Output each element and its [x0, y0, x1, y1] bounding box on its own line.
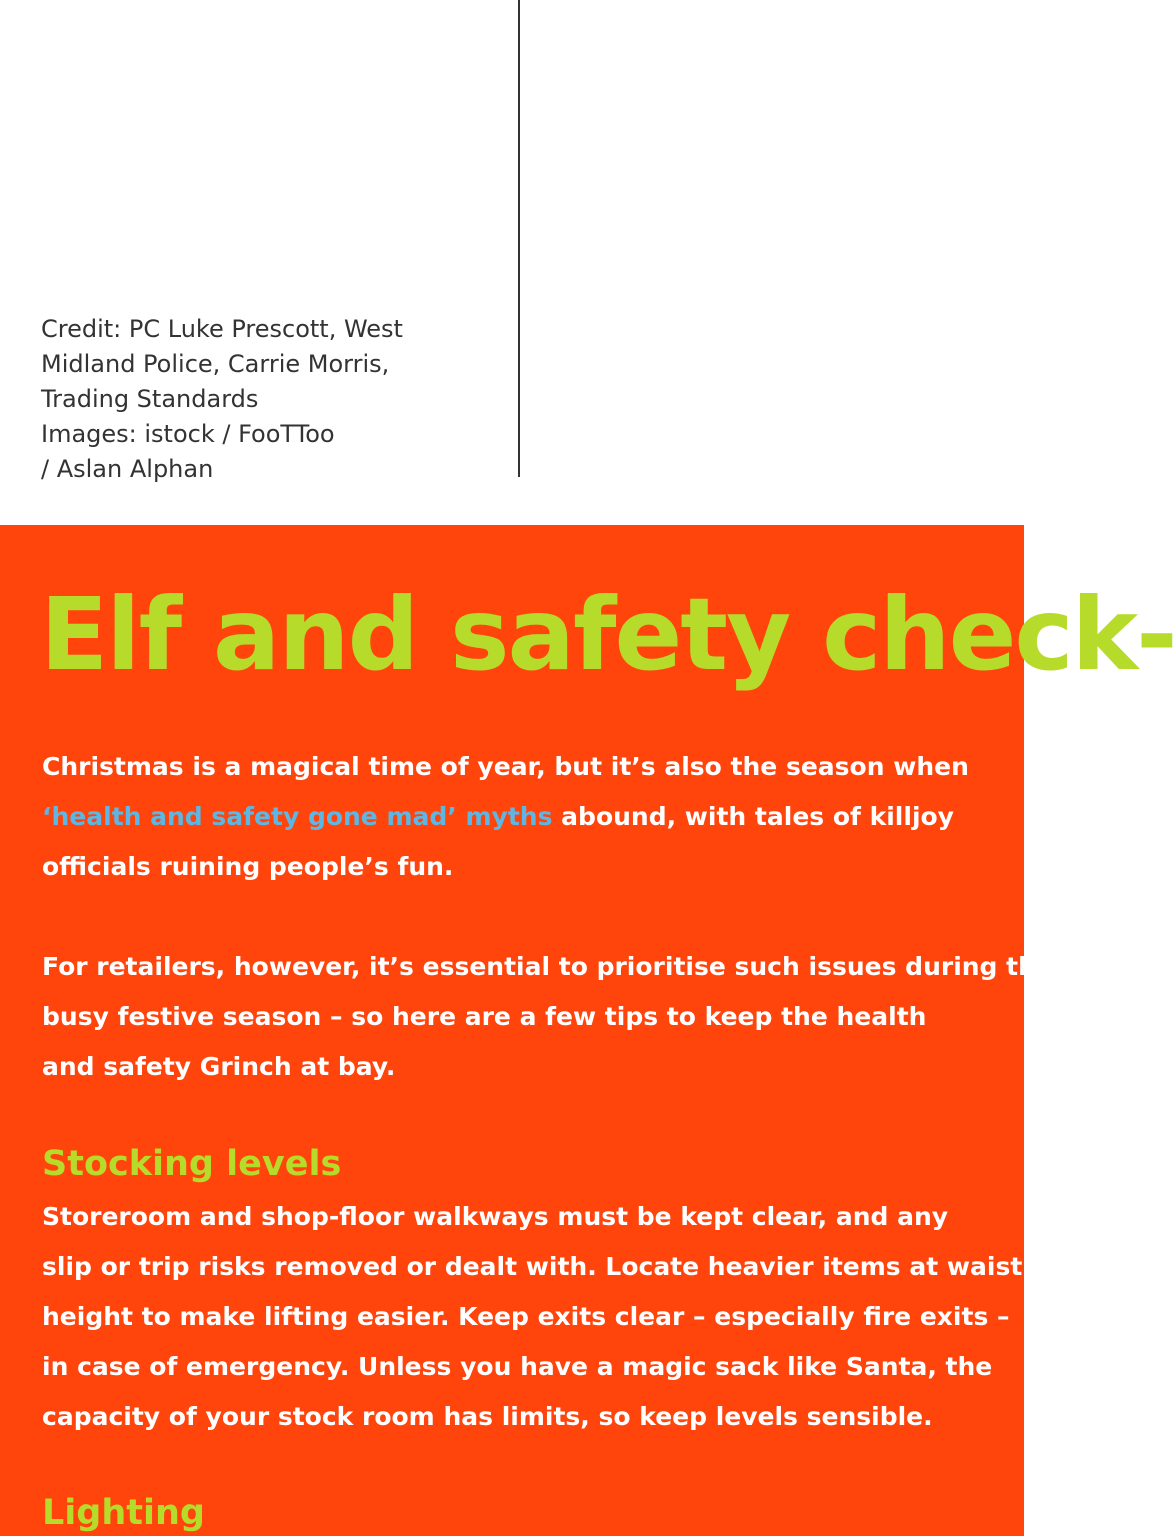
- credit-line: Images: istock / FooTToo: [41, 420, 335, 448]
- top-section: [0, 0, 1024, 525]
- retailers-line: busy festive season – so here are a few tips to keep the health: [42, 1002, 927, 1031]
- intro-paragraph: [42, 742, 1022, 892]
- column-divider: [518, 0, 520, 477]
- stocking-line: Storeroom and shop-floor walkways must be kept clear, and any: [42, 1202, 949, 1231]
- intro-line: officials ruining people’s fun.: [42, 852, 454, 881]
- retailers-line: For retailers, however, it’s essential to prioritise such issues during the: [42, 952, 1053, 981]
- image-credit: [41, 312, 461, 487]
- credit-line: / Aslan Alphan: [41, 455, 214, 483]
- stocking-levels-paragraph: [42, 1192, 1022, 1442]
- stocking-line: height to make lifting easier. Keep exits clear – especially fire exits –: [42, 1302, 1010, 1331]
- credit-line: Trading Standards: [41, 385, 259, 413]
- stocking-line: slip or trip risks removed or dealt with. Locate heavier items at waist: [42, 1252, 1023, 1281]
- stocking-line: in case of emergency. Unless you have a magic sack like Santa, the: [42, 1352, 993, 1381]
- retailers-paragraph: [42, 942, 1053, 1092]
- credit-line: Midland Police, Carrie Morris,: [41, 350, 390, 378]
- intro-line: Christmas is a magical time of year, but it’s also the season when: [42, 752, 969, 781]
- stocking-line: capacity of your stock room has limits, so keep levels sensible.: [42, 1402, 933, 1431]
- article-headline: Elf and safety check-: [40, 576, 1176, 693]
- lighting-heading: Lighting: [42, 1493, 205, 1533]
- health-safety-myths-link[interactable]: ‘health and safety gone mad’ myths: [42, 802, 553, 831]
- article-section: [0, 525, 1176, 1536]
- credit-line: Credit: PC Luke Prescott, West: [41, 315, 403, 343]
- retailers-line: and safety Grinch at bay.: [42, 1052, 396, 1081]
- stocking-levels-heading: Stocking levels: [42, 1144, 342, 1184]
- intro-line: abound, with tales of killjoy: [552, 802, 954, 831]
